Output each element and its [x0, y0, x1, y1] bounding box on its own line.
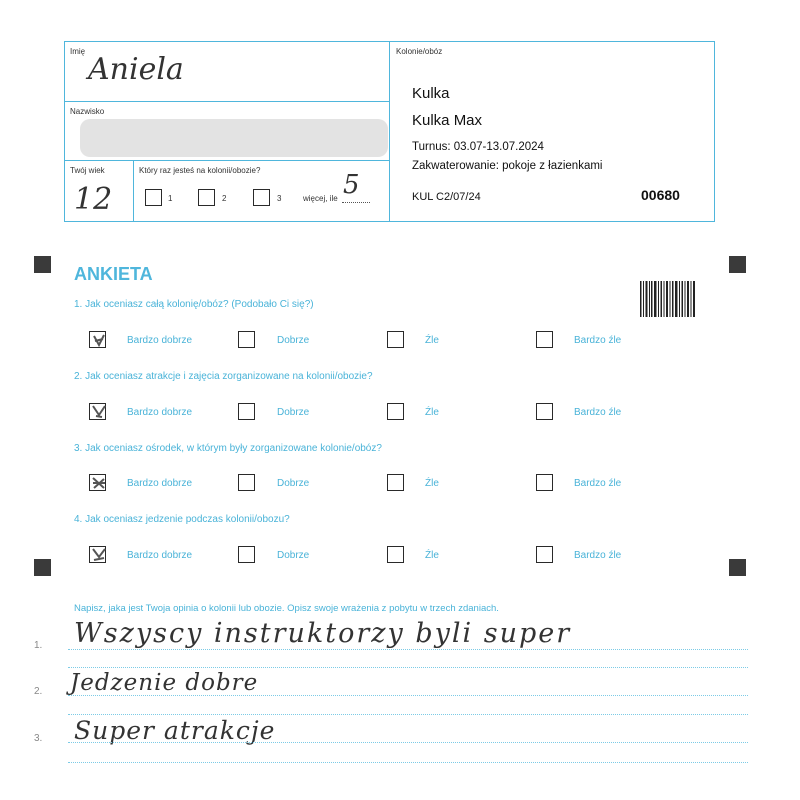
q2-bardzo-zle-label: Bardzo źle: [574, 407, 622, 418]
checkmark-scribble-icon: [92, 548, 106, 562]
q1-bardzo-zle-checkbox[interactable]: [536, 331, 553, 348]
q1-bardzo-dobrze-label: Bardzo dobrze: [127, 335, 193, 346]
checkmark-scribble-icon: [92, 476, 106, 490]
raz-3-label: 3: [277, 194, 282, 203]
q2-bardzo-dobrze-checkbox[interactable]: [89, 403, 106, 420]
imie-label: Imię: [70, 47, 86, 56]
corner-marker-bottom-right: [729, 559, 746, 576]
q3-dobrze-label: Dobrze: [277, 478, 310, 489]
q1-zle-checkbox[interactable]: [387, 331, 404, 348]
q1-dobrze-label: Dobrze: [277, 335, 310, 346]
q2-bardzo-zle-checkbox[interactable]: [536, 403, 553, 420]
turnus: Turnus: 03.07-13.07.2024: [412, 141, 544, 153]
wiek-label: Twój wiek: [70, 166, 105, 175]
opinion-answer-2[interactable]: Jedzenie dobre: [70, 670, 259, 696]
camp-name-2: Kulka Max: [412, 112, 483, 129]
line-number-1: 1.: [34, 640, 43, 651]
line-number-3: 3.: [34, 733, 43, 744]
wiecej-label: więcej, ile: [303, 194, 338, 203]
opinion-answer-3[interactable]: Super atrakcje: [74, 716, 276, 745]
q3-dobrze-checkbox[interactable]: [238, 474, 255, 491]
answer-line-2a: [68, 695, 748, 696]
corner-marker-top-left: [34, 256, 51, 273]
raz-1-label: 1: [168, 194, 173, 203]
q4-dobrze-checkbox[interactable]: [238, 546, 255, 563]
q3-bardzo-dobrze-label: Bardzo dobrze: [127, 478, 193, 489]
q2-zle-label: Źle: [425, 407, 439, 418]
nazwisko-redacted: [80, 119, 388, 157]
wiek-value[interactable]: 12: [74, 182, 113, 217]
wiecej-value[interactable]: 5: [343, 170, 360, 200]
q4-zle-checkbox[interactable]: [387, 546, 404, 563]
answer-line-2b: [68, 714, 748, 715]
q2-dobrze-checkbox[interactable]: [238, 403, 255, 420]
q3-bardzo-dobrze-checkbox[interactable]: [89, 474, 106, 491]
answer-line-3a: [68, 742, 748, 743]
raz-3-checkbox[interactable]: [253, 189, 270, 206]
kolonie-label: Kolonie/obóz: [396, 47, 443, 56]
barcode: [640, 281, 696, 317]
survey-title: ANKIETA: [74, 264, 153, 284]
question-2: 2. Jak oceniasz atrakcje i zajęcia zorganizowane na kolonii/obozie?: [74, 371, 373, 382]
q1-bardzo-zle-label: Bardzo źle: [574, 335, 622, 346]
q4-bardzo-zle-checkbox[interactable]: [536, 546, 553, 563]
ktory-raz-label: Który raz jesteś na kolonii/obozie?: [139, 166, 261, 175]
q3-zle-checkbox[interactable]: [387, 474, 404, 491]
camp-code: KUL C2/07/24: [412, 191, 481, 203]
raz-1-checkbox[interactable]: [145, 189, 162, 206]
q1-dobrze-checkbox[interactable]: [238, 331, 255, 348]
question-1: 1. Jak oceniasz całą kolonię/obóz? (Podobało Ci się?): [74, 299, 314, 310]
q3-bardzo-zle-checkbox[interactable]: [536, 474, 553, 491]
corner-marker-bottom-left: [34, 559, 51, 576]
question-3: 3. Jak oceniasz ośrodek, w którym były zorganizowane kolonie/obóz?: [74, 443, 382, 454]
corner-marker-top-right: [729, 256, 746, 273]
nazwisko-label: Nazwisko: [70, 107, 105, 116]
checkmark-scribble-icon: [92, 405, 106, 419]
zakwaterowanie: Zakwaterowanie: pokoje z łazienkami: [412, 160, 603, 172]
q1-bardzo-dobrze-checkbox[interactable]: [89, 331, 106, 348]
opinion-answer-1[interactable]: Wszyscy instruktorzy byli super: [74, 618, 572, 649]
opinion-prompt: Napisz, jaka jest Twoja opinia o kolonii lub obozie. Opisz swoje wrażenia z pobytu w trzech zdaniach.: [74, 603, 499, 614]
checkmark-scribble-icon: [92, 333, 106, 347]
raz-2-label: 2: [222, 194, 227, 203]
q3-zle-label: Źle: [425, 478, 439, 489]
q1-zle-label: Źle: [425, 335, 439, 346]
q4-dobrze-label: Dobrze: [277, 550, 310, 561]
line-number-2: 2.: [34, 686, 43, 697]
answer-line-1b: [68, 667, 748, 668]
q4-zle-label: Źle: [425, 550, 439, 561]
camp-name-1: Kulka: [412, 85, 450, 102]
q3-bardzo-zle-label: Bardzo źle: [574, 478, 622, 489]
q2-dobrze-label: Dobrze: [277, 407, 310, 418]
q2-bardzo-dobrze-label: Bardzo dobrze: [127, 407, 193, 418]
answer-line-3b: [68, 762, 748, 763]
raz-2-checkbox[interactable]: [198, 189, 215, 206]
q2-zle-checkbox[interactable]: [387, 403, 404, 420]
answer-line-1a: [68, 649, 748, 650]
q4-bardzo-dobrze-checkbox[interactable]: [89, 546, 106, 563]
imie-value[interactable]: Aniela: [88, 52, 184, 87]
q4-bardzo-dobrze-label: Bardzo dobrze: [127, 550, 193, 561]
form-number: 00680: [641, 187, 680, 203]
q4-bardzo-zle-label: Bardzo źle: [574, 550, 622, 561]
wiecej-line: [342, 202, 370, 203]
question-4: 4. Jak oceniasz jedzenie podczas kolonii/obozu?: [74, 514, 290, 525]
